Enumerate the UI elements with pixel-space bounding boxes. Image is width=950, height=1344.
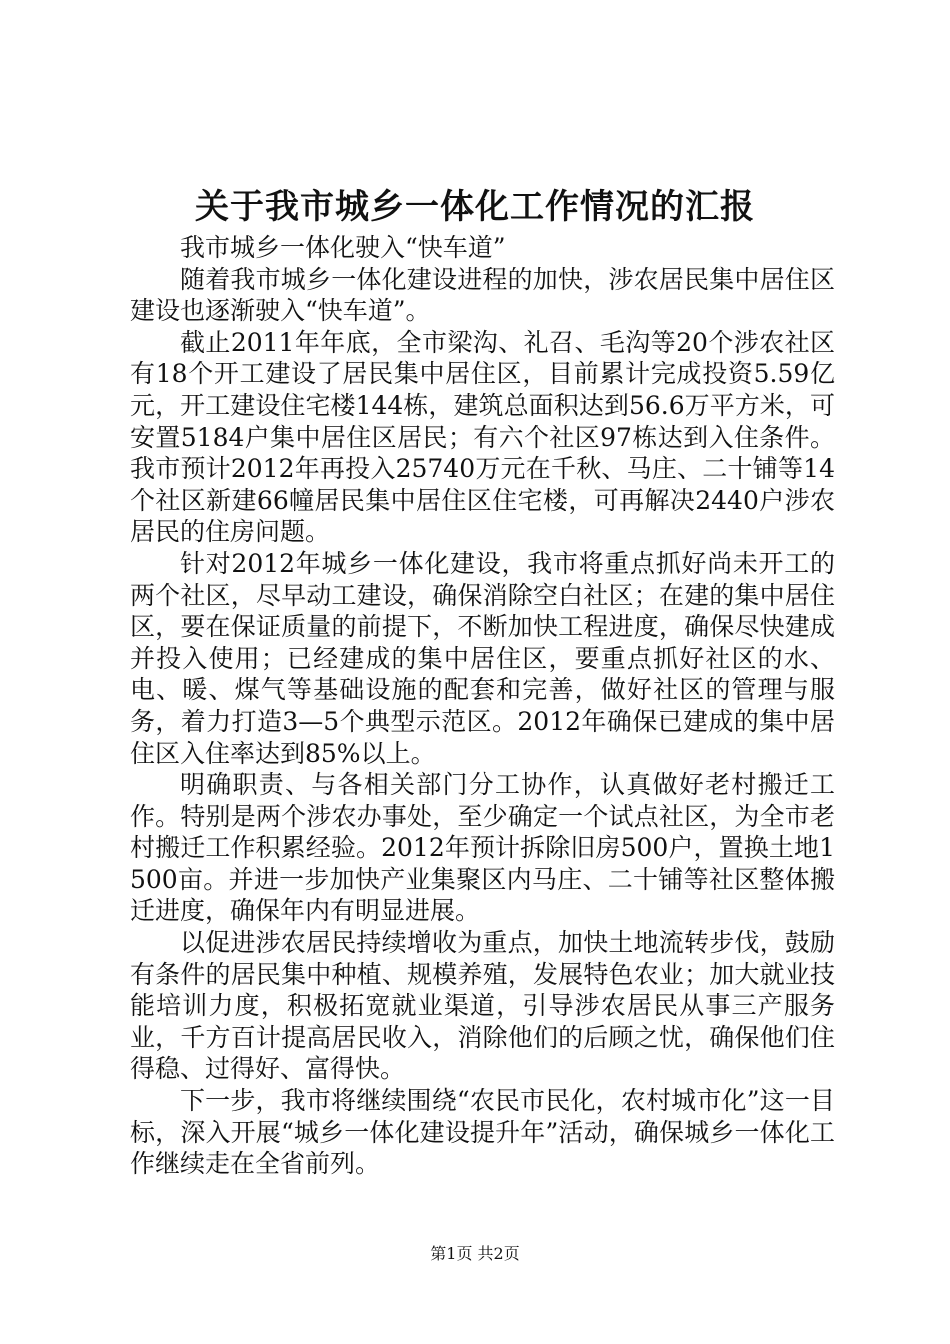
document-body bbox=[130, 232, 835, 1180]
paragraph-2012-plan: 针对2012年城乡一体化建设，我市将重点抓好尚未开工的两个社区，尽早动工建设，确保消除空白社区；在建的集中居住区，要在保证质量的前提下，不断加快工程进度，确保尽快建成并投入使用；已经建成的集中居住区，要重点抓好社区的水、电、暖、煤气等基础设施的配套和完善，做好社区的管理与服务，着力打造3—5个典型示范区。2012年确保已建成的集中居住区入住率达到85%以上。 bbox=[130, 548, 835, 768]
paragraph-progress: 截止2011年年底，全市梁沟、礼召、毛沟等20个涉农社区有18个开工建设了居民集中居住区，目前累计完成投资5.59亿元，开工建设住宅楼144栋，建筑总面积达到56.6万平方米，可安置5184户集中居住区居民；有六个社区97栋达到入住条件。我市预计2012年再投入25740万元在千秋、马庄、二十铺等14个社区新建66幢居民集中居住区住宅楼，可再解决2440户涉农居民的住房问题。 bbox=[130, 327, 835, 547]
document-title: 关于我市城乡一体化工作情况的汇报 bbox=[195, 187, 755, 227]
paragraph-relocation: 明确职责、与各相关部门分工协作，认真做好老村搬迁工作。特别是两个涉农办事处，至少确定一个试点社区，为全市老村搬迁工作积累经验。2012年预计拆除旧房500户，置换土地1500亩。并进一步加快产业集聚区内马庄、二十铺等社区整体搬迁进度，确保年内有明显进展。 bbox=[130, 770, 835, 926]
paragraph-income: 以促进涉农居民持续增收为重点，加快土地流转步伐，鼓励有条件的居民集中种植、规模养殖，发展特色农业；加大就业技能培训力度，积极拓宽就业渠道，引导涉农居民从事三产服务业，千方百计提高居民收入，消除他们的后顾之忧，确保他们住得稳、过得好、富得快。 bbox=[130, 928, 835, 1084]
paragraph-next-step: 下一步，我市将继续围绕“农民市民化，农村城市化”这一目标，深入开展“城乡一体化建设提升年”活动，确保城乡一体化工作继续走在全省前列。 bbox=[130, 1086, 835, 1179]
page-number-footer: 第1页 共2页 bbox=[430, 1244, 520, 1263]
paragraph-subtitle: 我市城乡一体化驶入“快车道” bbox=[180, 233, 506, 262]
paragraph-intro: 随着我市城乡一体化建设进程的加快，涉农居民集中居住区建设也逐渐驶入“快车道”。 bbox=[130, 264, 835, 326]
